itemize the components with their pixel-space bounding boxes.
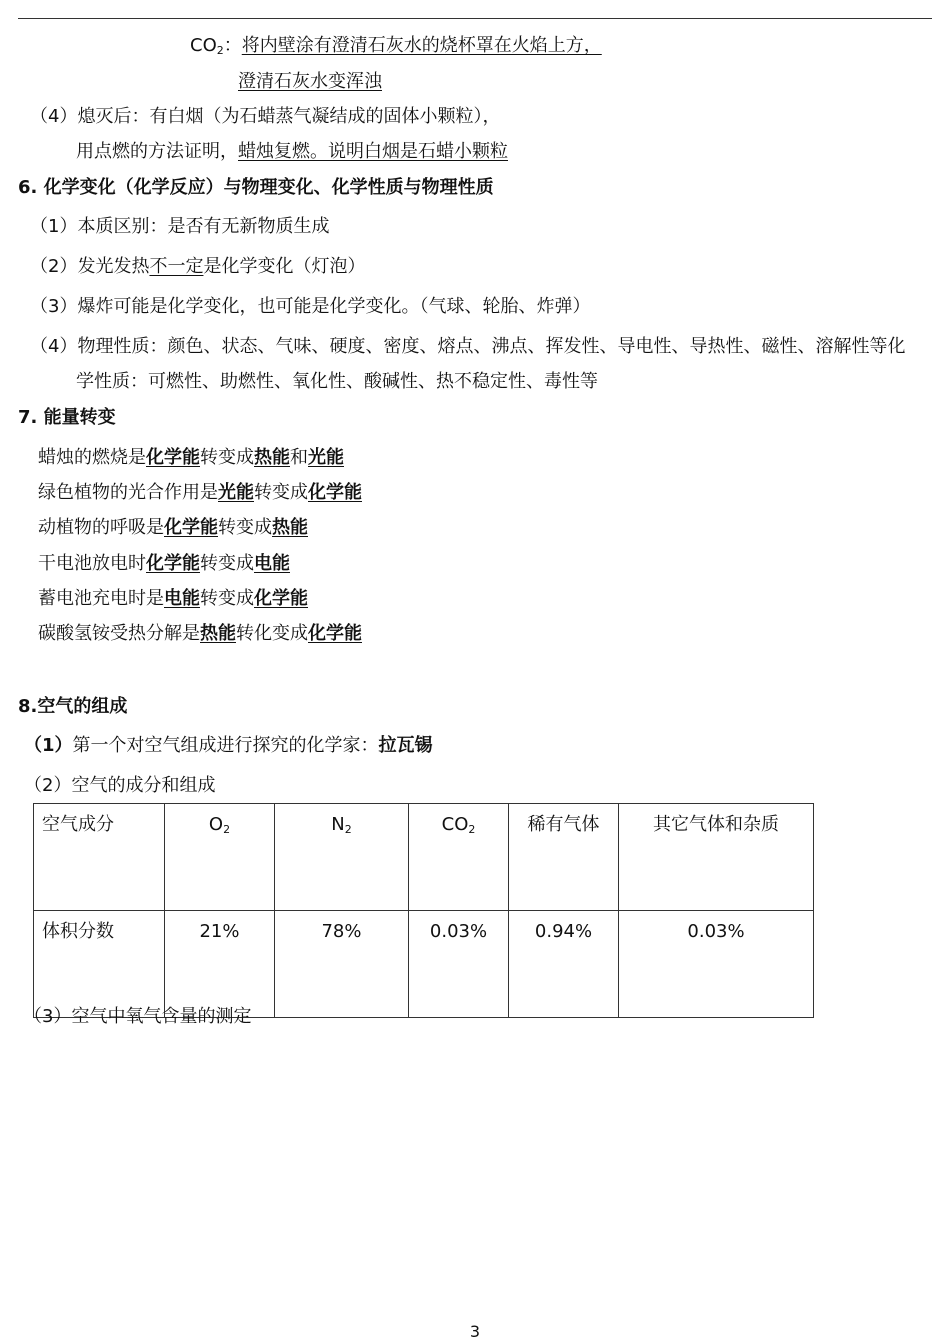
energy-subject: 动植物的呼吸是 xyxy=(38,517,164,538)
energy-verb: 转变成 xyxy=(200,447,254,468)
sec6-heading: 6. 化学变化（化学反应）与物理变化、化学性质与物理性质 xyxy=(18,177,494,198)
energy-line xyxy=(38,622,362,646)
energy-from: 化学能 xyxy=(164,517,218,538)
page-number: 3 xyxy=(469,1322,481,1341)
table-header-cell: 稀有气体 xyxy=(509,804,619,911)
energy-from: 电能 xyxy=(164,588,200,609)
sec8-item1-text: 第一个对空气组成进行探究的化学家： xyxy=(72,735,379,756)
energy-verb: 转变成 xyxy=(200,553,254,574)
co2-method: 将内壁涂有澄清石灰水的烧杯罩在火焰上方， xyxy=(241,35,602,56)
table-header-cell: $CO_2$ xyxy=(409,804,509,911)
energy-to: 化学能 xyxy=(254,588,308,609)
table-row xyxy=(34,911,814,1018)
sec6-item4-line2: 学性质：可燃性、助燃性、氧化性、酸碱性、热不稳定性、毒性等 xyxy=(76,371,598,392)
energy-subject: 绿色植物的光合作用是 xyxy=(38,482,218,503)
energy-verb: 转变成 xyxy=(218,517,272,538)
sec6-item2 xyxy=(30,255,365,279)
table-cell: 0.03% xyxy=(619,911,814,1018)
table-cell: 0.94% xyxy=(509,911,619,1018)
co2-label: $CO_2$ xyxy=(190,35,224,57)
sec6-item4-line1: （4）物理性质：颜色、状态、气味、硬度、密度、熔点、沸点、挥发性、导电性、导热性、磁性、溶解性等化 xyxy=(30,336,906,357)
energy-subject: 碳酸氢铵受热分解是 xyxy=(38,623,200,644)
sec6-item3: （3）爆炸可能是化学变化，也可能是化学变化。（气球、轮胎、炸弹） xyxy=(30,296,591,317)
sec7-heading: 7. 能量转变 xyxy=(18,407,116,428)
top-rule xyxy=(18,18,932,19)
energy-to: 热能 xyxy=(272,517,308,538)
sec8-item1 xyxy=(24,734,433,758)
energy-from: 化学能 xyxy=(146,553,200,574)
energy-verb: 转变成 xyxy=(200,588,254,609)
table-cell: 78% xyxy=(275,911,409,1018)
energy-to: 电能 xyxy=(254,553,290,574)
sec5-item4-prefix: 用点燃的方法证明， xyxy=(76,141,238,162)
sec5-item4-underlined: 蜡烛复燃。说明白烟是石蜡小颗粒 xyxy=(238,141,508,162)
energy-to: 化学能 xyxy=(308,482,362,503)
air-composition-table xyxy=(33,803,814,1018)
sec6-item2-underlined: 不一定 xyxy=(149,256,204,277)
sec8-item1-num: （1） xyxy=(24,735,73,756)
energy-line xyxy=(38,516,308,540)
table-header-row xyxy=(34,804,814,911)
sec6-item2-suffix: 是化学变化（灯泡） xyxy=(203,256,366,277)
energy-from: 化学能 xyxy=(146,447,200,468)
sec8-item3: （3）空气中氧气含量的测定 xyxy=(24,1006,252,1027)
table-cell: 0.03% xyxy=(409,911,509,1018)
energy-from: 热能 xyxy=(200,623,236,644)
co2-result: 澄清石灰水变浑浊 xyxy=(238,71,382,92)
sec5-item4-line2 xyxy=(76,140,508,164)
energy-to: 热能 xyxy=(254,447,290,468)
sec6-item1: （1）本质区别：是否有无新物质生成 xyxy=(30,216,330,237)
energy-subject: 蓄电池充电时是 xyxy=(38,588,164,609)
energy-line xyxy=(38,552,290,576)
table-header-cell: $O_2$ xyxy=(165,804,275,911)
sec8-heading: 8.空气的组成 xyxy=(18,696,128,717)
energy-verb: 转变成 xyxy=(254,482,308,503)
co2-separator: ： xyxy=(223,35,242,56)
energy-from: 光能 xyxy=(218,482,254,503)
energy-and: 和 xyxy=(290,447,308,468)
table-header-cell: $N_2$ xyxy=(275,804,409,911)
energy-subject: 蜡烛的燃烧是 xyxy=(38,447,146,468)
co2-test-line xyxy=(190,34,602,63)
energy-to-2: 光能 xyxy=(308,447,344,468)
energy-line xyxy=(38,446,344,470)
sec6-item2-prefix: （2）发光发热 xyxy=(30,256,150,277)
table-row-label: 体积分数 xyxy=(34,911,165,1018)
energy-line xyxy=(38,587,308,611)
table-header-cell: 其它气体和杂质 xyxy=(619,804,814,911)
energy-line xyxy=(38,481,362,505)
table-cell: 21% xyxy=(165,911,275,1018)
sec5-item4-line1: （4）熄灭后：有白烟（为石蜡蒸气凝结成的固体小颗粒）， xyxy=(30,106,501,127)
energy-subject: 干电池放电时 xyxy=(38,553,146,574)
energy-to: 化学能 xyxy=(308,623,362,644)
sec8-item2: （2）空气的成分和组成 xyxy=(24,775,216,796)
table-header-label: 空气成分 xyxy=(34,804,165,911)
sec8-item1-answer: 拉瓦锡 xyxy=(378,735,433,756)
energy-verb: 转化变成 xyxy=(236,623,308,644)
